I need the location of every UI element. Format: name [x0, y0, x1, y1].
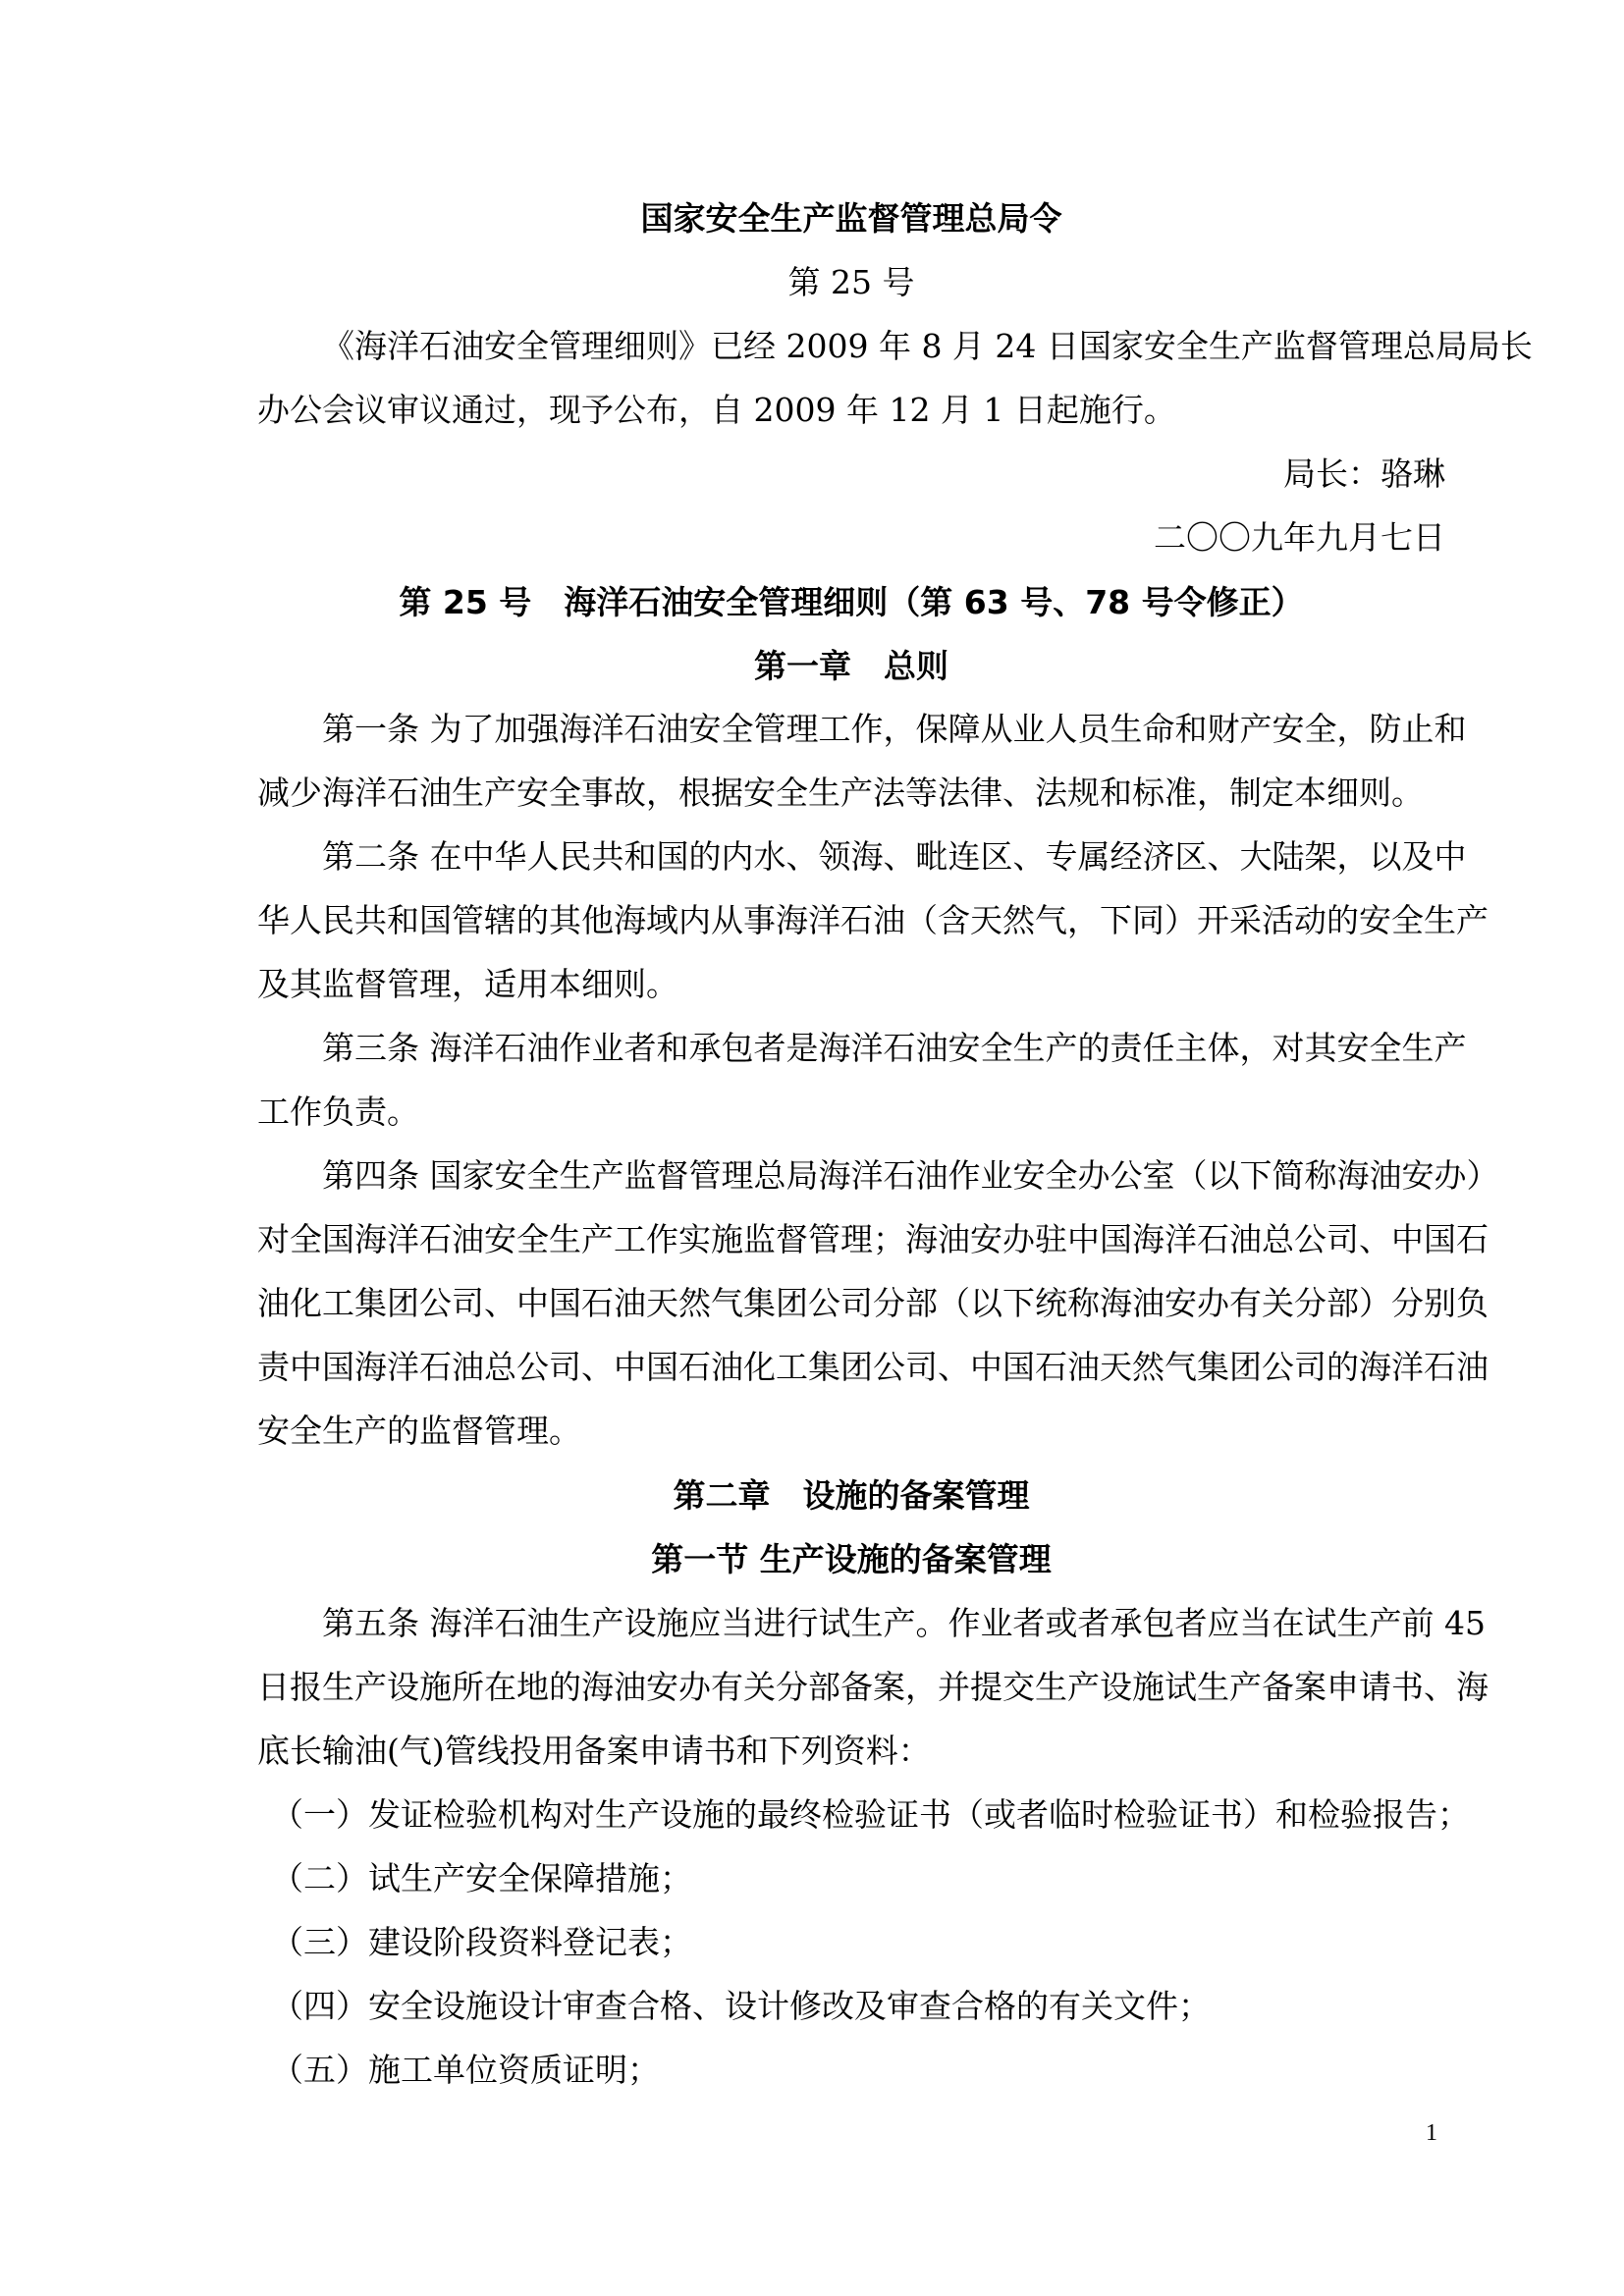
article-line: 油化工集团公司、中国石油天然气集团公司分部（以下统称海油安办有关分部）分别负 — [257, 1284, 1489, 1322]
announcement-line: 办公会议审议通过，现予公布，自 2009 年 12 月 1 日起施行。 — [257, 391, 1176, 429]
article-line: 第二条 在中华人民共和国的内水、领海、毗连区、专属经济区、大陆架，以及中 — [322, 837, 1467, 876]
announcement-line: 《海洋石油安全管理细则》已经 2009 年 8 月 24 日国家安全生产监督管理总局局长 — [322, 327, 1533, 365]
regulation-title: 第 25 号 海洋石油安全管理细则（第 63 号、78 号令修正） — [399, 583, 1304, 621]
article-line: 底长输油(气)管线投用备案申请书和下列资料： — [257, 1732, 931, 1770]
article-line: 减少海洋石油生产安全事故，根据安全生产法等法律、法规和标准，制定本细则。 — [257, 774, 1424, 812]
article-line: 第一条 为了加强海洋石油安全管理工作，保障从业人员生命和财产安全，防止和 — [322, 710, 1467, 748]
list-item: （三）建设阶段资料登记表； — [271, 1923, 692, 1961]
signing-date: 二〇〇九年九月七日 — [1154, 518, 1445, 557]
list-item: （五）施工单位资质证明； — [271, 2051, 660, 2089]
article-line: 对全国海洋石油安全生产工作实施监督管理；海油安办驻中国海洋石油总公司、中国石 — [257, 1220, 1489, 1258]
list-item: （四）安全设施设计审查合格、设计修改及审查合格的有关文件； — [271, 1987, 1211, 2025]
article-line: 及其监督管理，适用本细则。 — [257, 965, 678, 1003]
chapter-heading: 第二章 设施的备案管理 — [673, 1476, 1030, 1515]
page-number: 1 — [1426, 2120, 1437, 2146]
article-line: 华人民共和国管辖的其他海域内从事海洋石油（含天然气，下同）开采活动的安全生产 — [257, 901, 1489, 939]
signatory: 局长：骆琳 — [1283, 454, 1445, 493]
article-line: 第三条 海洋石油作业者和承包者是海洋石油安全生产的责任主体，对其安全生产 — [322, 1029, 1467, 1067]
article-line: 日报生产设施所在地的海油安办有关分部备案，并提交生产设施试生产备案申请书、海 — [257, 1668, 1489, 1706]
article-line: 第五条 海洋石油生产设施应当进行试生产。作业者或者承包者应当在试生产前 45 — [322, 1604, 1486, 1642]
article-line: 第四条 国家安全生产监督管理总局海洋石油作业安全办公室（以下简称海油安办） — [322, 1156, 1499, 1195]
list-item: （一）发证检验机构对生产设施的最终检验证书（或者临时检验证书）和检验报告； — [271, 1795, 1470, 1834]
section-heading: 第一节 生产设施的备案管理 — [651, 1540, 1052, 1578]
decree-title: 国家安全生产监督管理总局令 — [640, 199, 1062, 238]
decree-number: 第 25 号 — [787, 263, 915, 301]
article-line: 工作负责。 — [257, 1093, 419, 1131]
list-item: （二）试生产安全保障措施； — [271, 1859, 692, 1897]
article-line: 责中国海洋石油总公司、中国石油化工集团公司、中国石油天然气集团公司的海洋石油 — [257, 1348, 1489, 1386]
chapter-heading: 第一章 总则 — [754, 647, 948, 685]
article-line: 安全生产的监督管理。 — [257, 1412, 581, 1450]
